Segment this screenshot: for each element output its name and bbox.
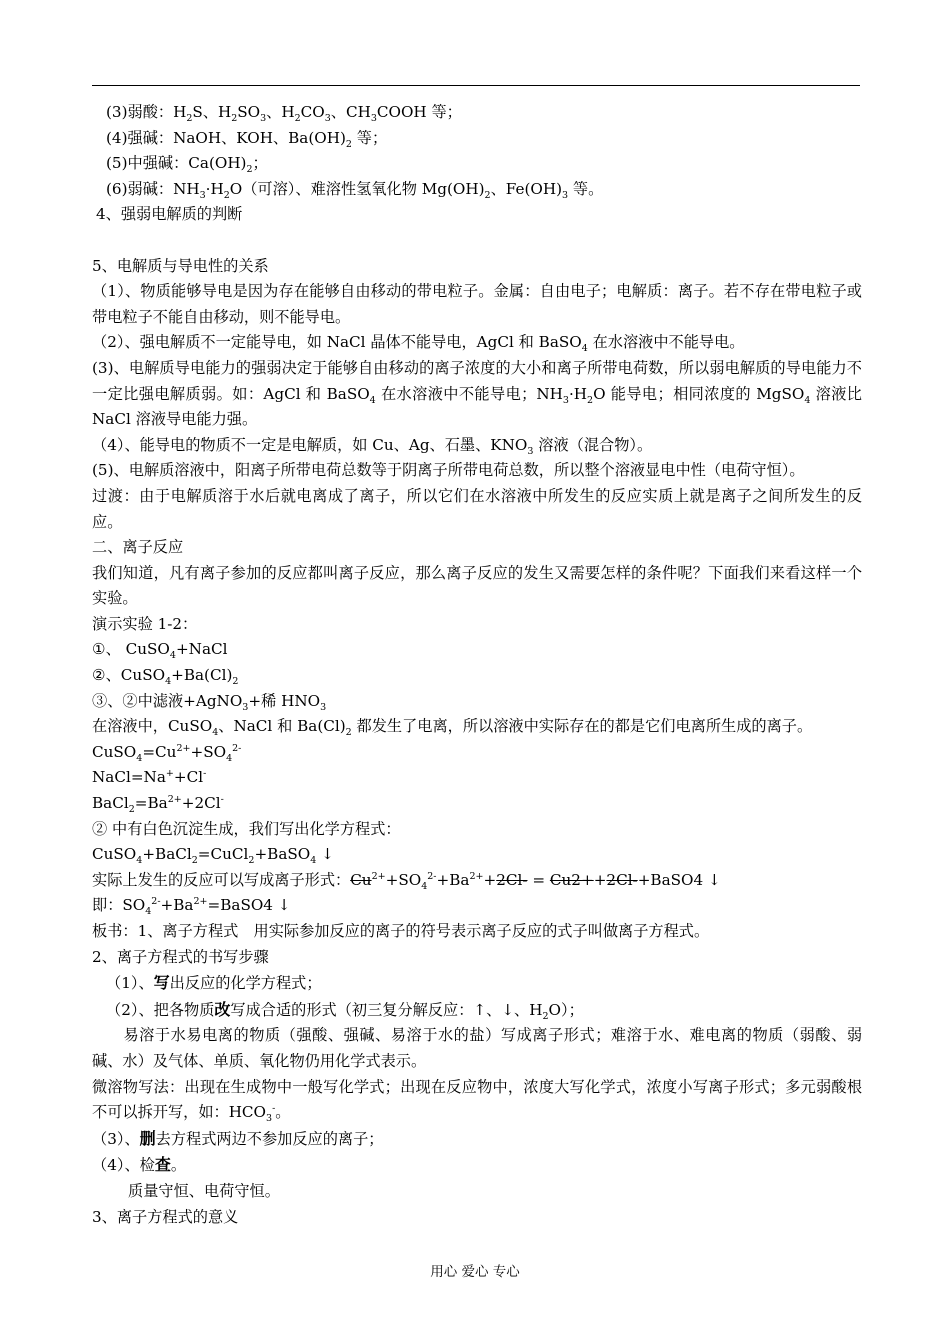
struck-text: 2Cl- — [606, 870, 638, 889]
subscript: 3 — [324, 113, 331, 125]
text-run: +Ba — [160, 896, 194, 915]
text-run: +Ba(Cl) — [171, 666, 233, 685]
text-line — [92, 100, 862, 126]
subscript: 2 — [128, 804, 135, 816]
emphasized-char: 写 — [153, 973, 170, 993]
text-run: ； — [252, 154, 268, 173]
text-run: 出反应的化学方程式； — [169, 974, 322, 993]
text-line — [92, 663, 862, 689]
text-line — [92, 842, 862, 868]
superscript: 2+ — [193, 896, 208, 908]
text-run: =BaSO4 ↓ — [207, 896, 291, 915]
text-run: ↓ — [316, 845, 334, 864]
text-run: +2Cl — [181, 794, 221, 813]
text-run: 即：SO — [92, 896, 146, 915]
text-run: 实际上发生的反应可以写成离子形式： — [92, 870, 351, 889]
text-run: (3)、电解质导电能力的强弱决定于能够自由移动的离子浓度的大小和离子所带电荷数，所以弱电解质的导电能力不一定比强电解质弱。如：AgCl 和 BaSO — [92, 358, 862, 403]
superscript: 2+ — [371, 870, 386, 882]
text-run: ③、②中滤液+AgNO — [92, 691, 243, 710]
text-run: +Cl — [173, 768, 204, 787]
subscript: 2 — [587, 394, 594, 406]
text-run: （2）、强电解质不一定能导电，如 NaCl 晶体不能导电，AgCl 和 BaSO — [92, 333, 582, 352]
text-run: CO — [300, 103, 325, 121]
subscript: 2 — [246, 164, 253, 176]
text-run: 5、电解质与导电性的关系 — [92, 256, 269, 275]
text-run: (4)强碱：NaOH、KOH、Ba(OH) — [106, 128, 346, 147]
text-run: 写成合适的形式（初三复分解反应：↑、↓、H — [230, 1000, 543, 1019]
text-run: +NaCl — [175, 640, 228, 659]
text-run: （1）、 — [106, 974, 154, 993]
text-run: + — [593, 870, 607, 889]
emphasized-char: 改 — [214, 999, 231, 1019]
page-footer: 用心 爱心 专心 — [430, 1264, 520, 1280]
text-line — [92, 945, 862, 971]
subscript: 4 — [310, 855, 317, 867]
subscript: 2 — [248, 855, 255, 867]
text-line — [92, 279, 862, 330]
text-line — [92, 740, 862, 766]
text-run: 3、离子方程式的意义 — [92, 1207, 239, 1226]
superscript: 2+ — [167, 793, 182, 805]
superscript: 2- — [427, 870, 437, 882]
text-run: O（可溶）、难溶性氢氧化物 Mg(OH) — [229, 179, 485, 198]
text-line — [92, 919, 862, 945]
text-run: CuSO — [92, 845, 137, 864]
subscript: 4 — [169, 650, 176, 662]
subscript: 4 — [421, 880, 428, 892]
subscript: 4 — [369, 394, 376, 406]
text-run: =Ba — [134, 794, 168, 813]
text-run: 。 — [170, 1156, 187, 1175]
text-line — [92, 254, 862, 280]
blank-line — [92, 228, 862, 254]
text-run: CuSO — [92, 742, 137, 761]
text-run: +Ba — [436, 870, 470, 889]
subscript: 2 — [345, 138, 352, 150]
text-run: （1）、物质能够导电是因为存在能够自由移动的带电粒子。金属：自由电子；电解质：离子。若不存在带电粒子或带电粒子不能自由移动，则不能导电。 — [92, 282, 862, 326]
text-run: 板书：1、离子方程式 用实际参加反应的离子的符号表示离子反应的式子叫做离子方程式。 — [92, 922, 710, 940]
text-run: 二、离子反应 — [92, 538, 184, 557]
text-line — [92, 151, 862, 177]
text-run: 、NaCl 和 Ba(Cl) — [218, 717, 346, 736]
text-run: （2）、把各物质 — [106, 1000, 215, 1019]
text-line — [92, 817, 862, 843]
subscript: 4 — [581, 343, 588, 355]
text-run: 等； — [351, 128, 388, 147]
text-run: （3）、 — [92, 1129, 140, 1148]
subscript: 4 — [226, 752, 233, 764]
text-run: NaCl=Na — [92, 768, 166, 787]
text-run: + — [483, 870, 497, 889]
text-run: BaCl — [92, 794, 129, 813]
text-line — [92, 433, 862, 459]
text-line — [92, 868, 862, 894]
text-run: (5)、电解质溶液中，阳离子所带电荷总数等于阴离子所带电荷总数，所以整个溶液显电中性（电荷守恒）。 — [92, 461, 805, 480]
struck-text: 2Cl- — [496, 870, 528, 889]
text-run: (5)中强碱：Ca(OH) — [106, 154, 247, 173]
text-run: 过渡：由于电解质溶于水后就电离成了离子，所以它们在水溶液中所发生的反应实质上就是离子之间所发生的反应。 — [92, 486, 862, 531]
text-run: O 能导电；相同浓度的 MgSO — [593, 384, 805, 403]
text-run: ①、 CuSO — [92, 640, 170, 659]
text-line — [92, 637, 862, 663]
text-line — [92, 330, 862, 356]
struck-text: Cu2+ — [549, 870, 594, 889]
subscript: 2 — [223, 189, 230, 201]
subscript: 3 — [527, 445, 534, 457]
subscript: 3 — [320, 701, 327, 713]
text-run: ② 中有白色沉淀生成，我们写出化学方程式： — [92, 819, 401, 838]
document-body — [92, 100, 862, 1230]
text-line — [92, 714, 862, 740]
text-run: (6)弱碱：NH — [106, 179, 200, 198]
struck-text: Cu — [350, 870, 372, 889]
emphasized-char: 查 — [154, 1155, 171, 1175]
text-run: 质量守恒、电荷守恒。 — [128, 1181, 280, 1200]
text-run: +SO — [385, 870, 422, 889]
subscript: 2 — [294, 113, 301, 125]
subscript: 3 — [370, 113, 377, 125]
text-run: 去方程式两边不参加反应的离子； — [155, 1129, 384, 1148]
text-line — [92, 893, 862, 919]
subscript: 4 — [165, 676, 172, 688]
text-line — [92, 202, 862, 228]
text-line — [92, 1075, 862, 1126]
text-run: （4）、检 — [92, 1156, 155, 1175]
subscript: 3 — [562, 189, 569, 201]
text-run: +BaCl — [142, 845, 192, 864]
text-run: ②、CuSO — [92, 666, 166, 685]
text-run: +BaSO4 ↓ — [637, 870, 721, 889]
superscript: 2+ — [176, 742, 191, 754]
text-line — [92, 1023, 862, 1074]
text-run: 溶液（混合物）。 — [533, 435, 653, 454]
text-line — [92, 612, 862, 638]
superscript: - — [272, 1103, 276, 1115]
text-run: （4）、能导电的物质不一定是电解质，如 Cu、Ag、石墨、KNO — [92, 435, 528, 454]
text-run: O）； — [548, 1000, 584, 1019]
text-run: ·H — [205, 179, 224, 198]
text-run: 在溶液中，CuSO — [92, 717, 213, 736]
subscript: 2 — [542, 1010, 549, 1022]
subscript: 4 — [145, 906, 152, 918]
text-run: 、CH — [330, 103, 371, 121]
text-run: 易溶于水易电离的物质（强酸、强碱、易溶于水的盐）写成离子形式；难溶于水、难电离的物质（弱酸、弱碱、水）及气体、单质、氧化物仍用化学式表示。 — [92, 1026, 862, 1070]
subscript: 3 — [266, 1113, 273, 1125]
text-run: 微溶物写法：出现在生成物中一般写化学式；出现在反应物中，浓度大写化学式，浓度小写离子形式；多元弱酸根不可以拆开写，如：HCO — [92, 1077, 862, 1122]
subscript: 4 — [136, 855, 143, 867]
text-line — [92, 1205, 862, 1231]
text-line — [92, 126, 862, 152]
text-line — [92, 484, 862, 535]
subscript: 3 — [242, 701, 249, 713]
text-run: SO — [237, 103, 261, 121]
text-run: 都发生了电离，所以溶液中实际存在的都是它们电离所生成的离子。 — [351, 717, 813, 736]
subscript: 4 — [212, 727, 219, 739]
superscript: + — [165, 768, 174, 780]
superscript: 2- — [232, 742, 242, 754]
text-line — [92, 1179, 862, 1205]
text-run: (3)弱酸：H — [106, 103, 187, 121]
text-line — [92, 1152, 862, 1179]
text-line — [92, 177, 862, 203]
text-run: 溶液比 NaCl 溶液导电能力强。 — [92, 384, 862, 429]
subscript: 2 — [186, 113, 193, 125]
text-line — [92, 791, 862, 817]
subscript: 2 — [191, 855, 198, 867]
text-run: COOH 等； — [376, 103, 462, 121]
text-run: ·H — [568, 384, 588, 403]
text-run: 。 — [275, 1103, 291, 1122]
text-line — [92, 689, 862, 715]
subscript: 3 — [562, 394, 569, 406]
subscript: 4 — [136, 752, 143, 764]
text-line — [92, 765, 862, 791]
text-run: +BaSO — [254, 845, 311, 864]
text-line — [92, 997, 862, 1024]
text-run: 2、离子方程式的书写步骤 — [92, 947, 269, 966]
text-run: 我们知道，凡有离子参加的反应都叫离子反应，那么离子反应的发生又需要怎样的条件呢？下面我们来看这样一个实验。 — [92, 563, 862, 608]
text-line — [92, 356, 862, 433]
emphasized-char: 删 — [139, 1128, 156, 1148]
subscript: 4 — [804, 394, 811, 406]
text-run: 等。 — [568, 179, 604, 198]
text-run: +SO — [190, 742, 227, 761]
text-run: 演示实验 1-2： — [92, 614, 198, 633]
text-run: 、H — [266, 103, 295, 121]
subscript: 2 — [484, 189, 491, 201]
superscript: 2+ — [469, 870, 484, 882]
text-run: 在水溶液中不能导电；NH — [375, 384, 563, 403]
subscript: 3 — [260, 113, 267, 125]
text-run: S、H — [192, 103, 232, 121]
text-line — [92, 535, 862, 561]
text-run: +稀 HNO — [248, 691, 321, 710]
text-line — [92, 970, 862, 997]
text-run: =CuCl — [197, 845, 249, 864]
subscript: 2 — [232, 676, 239, 688]
text-line — [92, 458, 862, 484]
header-rule — [92, 85, 860, 86]
text-run: = — [527, 870, 550, 889]
superscript: 2- — [151, 896, 161, 908]
text-run: =Cu — [142, 742, 177, 761]
subscript: 2 — [231, 113, 238, 125]
subscript: 3 — [199, 189, 206, 201]
text-run: 在水溶液中不能导电。 — [587, 333, 745, 352]
text-line — [92, 1126, 862, 1153]
superscript: - — [220, 793, 224, 805]
superscript: - — [203, 768, 207, 780]
text-run: 、Fe(OH) — [490, 179, 563, 198]
text-line — [92, 561, 862, 612]
text-run: 4、强弱电解质的判断 — [96, 205, 243, 224]
subscript: 2 — [345, 727, 352, 739]
